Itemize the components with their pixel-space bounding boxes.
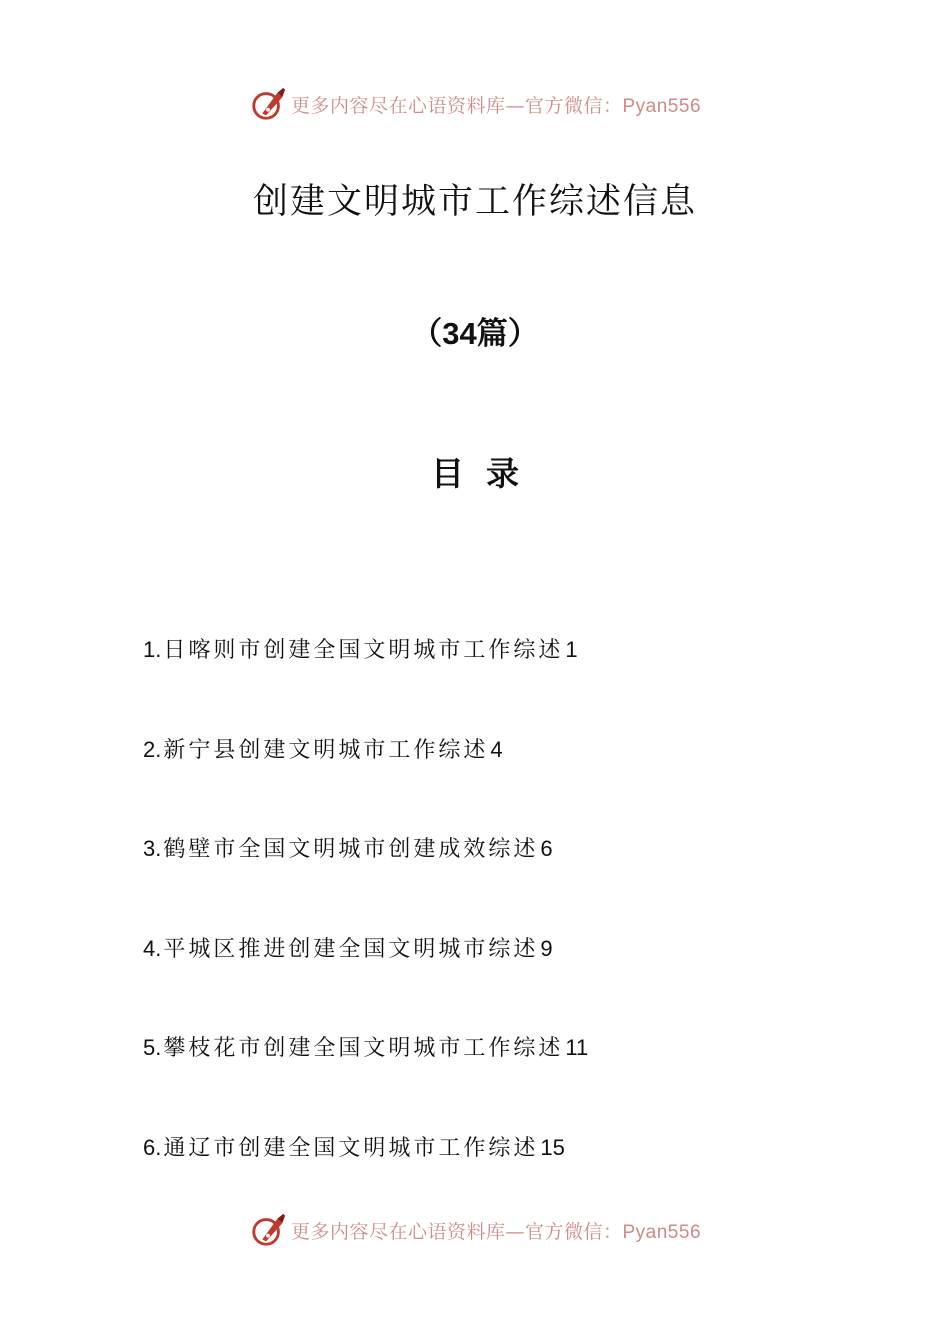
toc-item[interactable]: 5.攀枝花市创建全国文明城市工作综述11 <box>143 1035 589 1062</box>
toc-item[interactable]: 3.鹤壁市全国文明城市创建成效综述6 <box>143 836 553 863</box>
toc-item[interactable]: 1.日喀则市创建全国文明城市工作综述1 <box>143 637 578 663</box>
toc-list <box>143 628 588 1226</box>
watermark-text: 更多内容尽在心语资料库—官方微信：Pyan556 <box>290 94 702 117</box>
toc-heading: 目录 <box>431 454 541 493</box>
toc-item[interactable]: 4.平城区推进创建全国文明城市综述9 <box>143 935 553 962</box>
watermark-header <box>0 84 950 124</box>
article-count: 34 <box>442 316 477 351</box>
pen-nib-logo-icon <box>249 1211 287 1249</box>
document-subtitle: （34篇） <box>411 316 539 352</box>
document-title: 创建文明城市工作综述信息 <box>252 182 697 222</box>
watermark-footer <box>0 1210 950 1250</box>
pen-nib-logo-icon <box>249 85 287 123</box>
toc-item[interactable]: 2.新宁县创建文明城市工作综述4 <box>143 736 503 763</box>
watermark-text: 更多内容尽在心语资料库—官方微信：Pyan556 <box>290 1220 702 1243</box>
toc-item[interactable]: 6.通辽市创建全国文明城市工作综述15 <box>143 1134 565 1161</box>
